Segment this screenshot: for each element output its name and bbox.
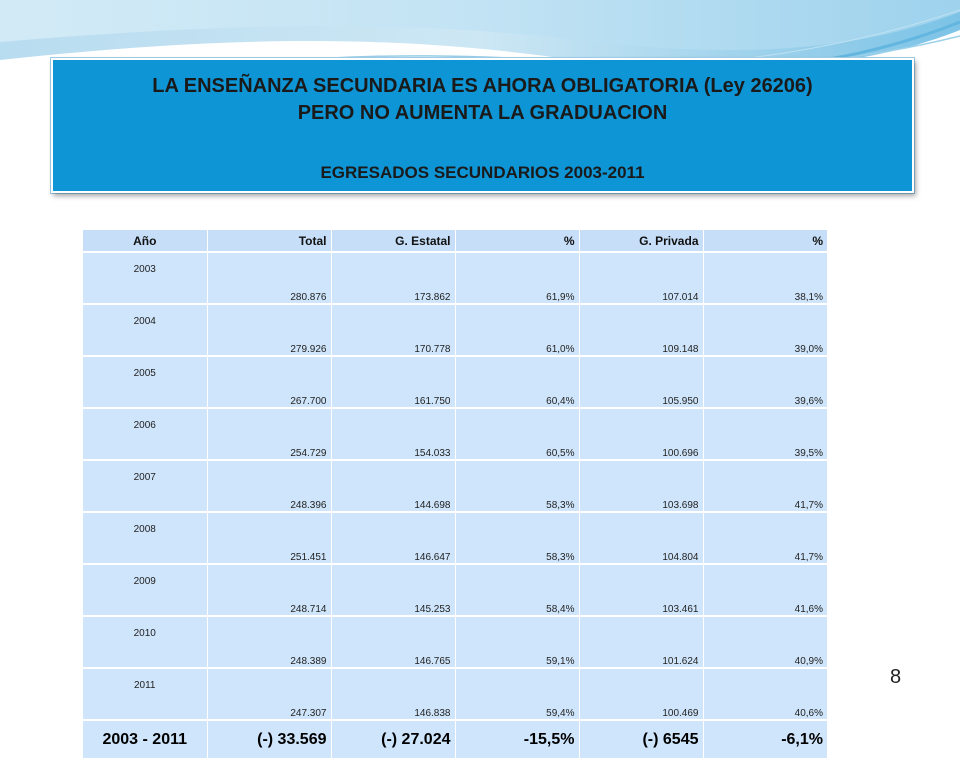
- cell-state: 173.862: [331, 252, 455, 304]
- cell-total: 267.700: [207, 356, 331, 408]
- cell-state-pct: 58,3%: [455, 512, 579, 564]
- title-line-1: LA ENSEÑANZA SECUNDARIA ES AHORA OBLIGATORIA (Ley 26206): [152, 75, 813, 97]
- cell-private: 100.469: [579, 668, 703, 720]
- cell-state: 145.253: [331, 564, 455, 616]
- cell-private: 103.698: [579, 460, 703, 512]
- cell-state-pct: 60,4%: [455, 356, 579, 408]
- cell-private: 100.696: [579, 408, 703, 460]
- table-row: [83, 668, 827, 720]
- cell-private: 109.148: [579, 304, 703, 356]
- header-state: G. Estatal: [331, 230, 455, 252]
- cell-private-pct: 40,6%: [703, 668, 827, 720]
- table-header-row: [83, 230, 827, 252]
- cell-private-pct: 39,0%: [703, 304, 827, 356]
- title-subtitle: EGRESADOS SECUNDARIOS 2003-2011: [320, 163, 645, 182]
- cell-state: 146.765: [331, 616, 455, 668]
- cell-total: 279.926: [207, 304, 331, 356]
- cell-state-pct: 61,9%: [455, 252, 579, 304]
- title-banner: [51, 58, 914, 193]
- cell-state-pct: 58,3%: [455, 460, 579, 512]
- cell-state-pct: 58,4%: [455, 564, 579, 616]
- table-row: [83, 564, 827, 616]
- cell-year: 2007: [83, 460, 207, 512]
- cell-total: 248.714: [207, 564, 331, 616]
- cell-state: 154.033: [331, 408, 455, 460]
- cell-year: 2008: [83, 512, 207, 564]
- cell-private-pct: 39,6%: [703, 356, 827, 408]
- table-row: [83, 512, 827, 564]
- cell-private: 104.804: [579, 512, 703, 564]
- table-row: [83, 252, 827, 304]
- header-total: Total: [207, 230, 331, 252]
- cell-total: 248.389: [207, 616, 331, 668]
- total-private-pct: -6,1%: [703, 720, 827, 758]
- cell-private-pct: 41,7%: [703, 460, 827, 512]
- cell-private-pct: 41,6%: [703, 564, 827, 616]
- cell-state: 170.778: [331, 304, 455, 356]
- cell-year: 2006: [83, 408, 207, 460]
- cell-state-pct: 59,1%: [455, 616, 579, 668]
- header-year: Año: [83, 230, 207, 252]
- total-state: (-) 27.024: [331, 720, 455, 758]
- total-private: (-) 6545: [579, 720, 703, 758]
- cell-total: 254.729: [207, 408, 331, 460]
- table-row: [83, 616, 827, 668]
- table-row: [83, 408, 827, 460]
- table-row: [83, 304, 827, 356]
- total-state-pct: -15,5%: [455, 720, 579, 758]
- header-private: G. Privada: [579, 230, 703, 252]
- cell-private: 105.950: [579, 356, 703, 408]
- cell-private-pct: 41,7%: [703, 512, 827, 564]
- cell-year: 2009: [83, 564, 207, 616]
- cell-state-pct: 61,0%: [455, 304, 579, 356]
- cell-private: 101.624: [579, 616, 703, 668]
- title-line-2: PERO NO AUMENTA LA GRADUACION: [297, 102, 668, 124]
- cell-state: 161.750: [331, 356, 455, 408]
- header-private-pct: %: [703, 230, 827, 252]
- header-state-pct: %: [455, 230, 579, 252]
- cell-private: 107.014: [579, 252, 703, 304]
- cell-year: 2005: [83, 356, 207, 408]
- cell-year: 2010: [83, 616, 207, 668]
- cell-state: 146.647: [331, 512, 455, 564]
- cell-private: 103.461: [579, 564, 703, 616]
- cell-total: 280.876: [207, 252, 331, 304]
- cell-state: 146.838: [331, 668, 455, 720]
- cell-private-pct: 40,9%: [703, 616, 827, 668]
- cell-private-pct: 38,1%: [703, 252, 827, 304]
- cell-state-pct: 59,4%: [455, 668, 579, 720]
- table-total-row: [83, 720, 827, 758]
- cell-total: 247.307: [207, 668, 331, 720]
- cell-private-pct: 39,5%: [703, 408, 827, 460]
- cell-total: 251.451: [207, 512, 331, 564]
- total-period: 2003 - 2011: [83, 720, 207, 758]
- cell-total: 248.396: [207, 460, 331, 512]
- cell-year: 2003: [83, 252, 207, 304]
- total-total: (-) 33.569: [207, 720, 331, 758]
- cell-state-pct: 60,5%: [455, 408, 579, 460]
- cell-state: 144.698: [331, 460, 455, 512]
- cell-year: 2004: [83, 304, 207, 356]
- table-row: [83, 356, 827, 408]
- graduates-table: [83, 230, 827, 758]
- cell-year: 2011: [83, 668, 207, 720]
- page-number: 8: [890, 666, 902, 688]
- table-row: [83, 460, 827, 512]
